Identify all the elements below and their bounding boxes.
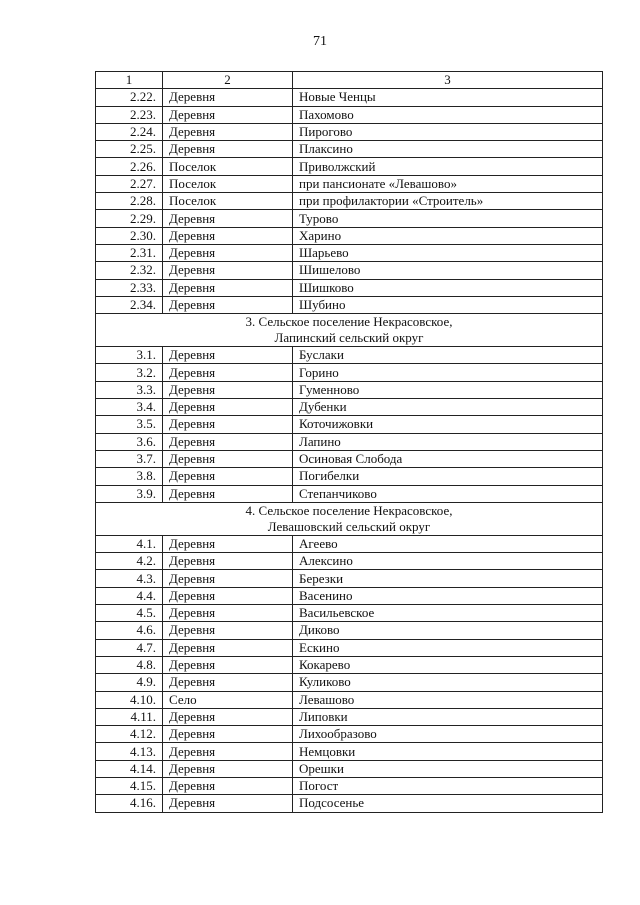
settlement-name: Буслаки: [293, 347, 603, 364]
table-row: [96, 158, 603, 175]
table-row: [96, 674, 603, 691]
row-number: 4.12.: [96, 726, 163, 743]
page-number: 71: [313, 34, 327, 49]
settlement-type: Деревня: [163, 381, 293, 398]
table-row: [96, 639, 603, 656]
row-number: 2.34.: [96, 296, 163, 313]
row-number: 3.7.: [96, 450, 163, 467]
table-row: [96, 485, 603, 502]
table-row: [96, 279, 603, 296]
table-row: [96, 106, 603, 123]
settlement-type: Деревня: [163, 141, 293, 158]
section-title: [96, 502, 603, 535]
settlement-name: Турово: [293, 210, 603, 227]
table-row: [96, 777, 603, 794]
settlement-name: Немцовки: [293, 743, 603, 760]
settlement-type: Деревня: [163, 553, 293, 570]
table-row: [96, 433, 603, 450]
table-row: [96, 553, 603, 570]
section-title-line: 3. Сельское поселение Некрасовское,: [245, 314, 453, 330]
settlement-name: Приволжский: [293, 158, 603, 175]
settlement-name: Васенино: [293, 587, 603, 604]
row-number: 3.5.: [96, 416, 163, 433]
row-number: 2.24.: [96, 123, 163, 140]
table-row: [96, 296, 603, 313]
row-number: 2.25.: [96, 141, 163, 158]
table-row: [96, 364, 603, 381]
row-number: 2.22.: [96, 89, 163, 106]
section-title: [96, 314, 603, 347]
table-row: [96, 760, 603, 777]
settlement-name: Осиновая Слобода: [293, 450, 603, 467]
settlement-type: Деревня: [163, 795, 293, 812]
settlement-type: Деревня: [163, 399, 293, 416]
settlement-name: Гуменново: [293, 381, 603, 398]
settlement-name: Орешки: [293, 760, 603, 777]
row-number: 4.2.: [96, 553, 163, 570]
table-row: [96, 708, 603, 725]
settlement-type: Деревня: [163, 622, 293, 639]
column-header-name: 3: [293, 72, 603, 89]
settlement-name: Степанчиково: [293, 485, 603, 502]
settlement-type: Деревня: [163, 279, 293, 296]
table-row: [96, 605, 603, 622]
row-number: 4.15.: [96, 777, 163, 794]
table-row: [96, 656, 603, 673]
row-number: 3.9.: [96, 485, 163, 502]
row-number: 2.27.: [96, 175, 163, 192]
settlement-name: при профилактории «Строитель»: [293, 193, 603, 210]
settlement-name: Алексино: [293, 553, 603, 570]
table-row: [96, 416, 603, 433]
settlement-type: Деревня: [163, 760, 293, 777]
settlement-type: Деревня: [163, 656, 293, 673]
settlement-type: Деревня: [163, 262, 293, 279]
settlement-type: Деревня: [163, 639, 293, 656]
settlement-type: Деревня: [163, 227, 293, 244]
settlement-name: Куликово: [293, 674, 603, 691]
settlement-name: Диково: [293, 622, 603, 639]
settlement-name: Лапино: [293, 433, 603, 450]
settlement-name: Васильевское: [293, 605, 603, 622]
table-row: [96, 141, 603, 158]
column-header-number: 1: [96, 72, 163, 89]
settlement-type: Деревня: [163, 364, 293, 381]
row-number: 2.33.: [96, 279, 163, 296]
settlement-name: Харино: [293, 227, 603, 244]
settlement-type: Поселок: [163, 158, 293, 175]
row-number: 4.3.: [96, 570, 163, 587]
table-row: [96, 570, 603, 587]
table-row: [96, 210, 603, 227]
settlement-type: Деревня: [163, 777, 293, 794]
settlement-name: Березки: [293, 570, 603, 587]
settlement-name: Дубенки: [293, 399, 603, 416]
settlement-name: Горино: [293, 364, 603, 381]
table-row: [96, 399, 603, 416]
table-row: [96, 89, 603, 106]
settlement-name: Погост: [293, 777, 603, 794]
settlement-type: Деревня: [163, 570, 293, 587]
settlement-type: Деревня: [163, 535, 293, 552]
table-row: [96, 381, 603, 398]
row-number: 4.14.: [96, 760, 163, 777]
row-number: 2.32.: [96, 262, 163, 279]
settlement-name: Плаксино: [293, 141, 603, 158]
settlement-type: Деревня: [163, 347, 293, 364]
row-number: 4.16.: [96, 795, 163, 812]
settlement-type: Деревня: [163, 123, 293, 140]
table-row: [96, 587, 603, 604]
row-number: 4.8.: [96, 656, 163, 673]
row-number: 3.3.: [96, 381, 163, 398]
settlement-type: Деревня: [163, 296, 293, 313]
table-row: [96, 193, 603, 210]
row-number: 3.1.: [96, 347, 163, 364]
settlement-type: Деревня: [163, 708, 293, 725]
row-number: 4.1.: [96, 535, 163, 552]
settlement-name: Левашово: [293, 691, 603, 708]
row-number: 2.23.: [96, 106, 163, 123]
settlement-type: Деревня: [163, 433, 293, 450]
row-number: 2.30.: [96, 227, 163, 244]
table-row: [96, 244, 603, 261]
settlement-type: Деревня: [163, 450, 293, 467]
settlement-type: Деревня: [163, 106, 293, 123]
table-row: [96, 743, 603, 760]
row-number: 4.7.: [96, 639, 163, 656]
column-header-type: 2: [163, 72, 293, 89]
settlement-type: Деревня: [163, 244, 293, 261]
row-number: 4.5.: [96, 605, 163, 622]
table-row: [96, 347, 603, 364]
section-title-line: 4. Сельское поселение Некрасовское,: [245, 502, 453, 518]
row-number: 4.6.: [96, 622, 163, 639]
settlement-name: Шишково: [293, 279, 603, 296]
settlement-name: Новые Ченцы: [293, 89, 603, 106]
table-row: [96, 468, 603, 485]
row-number: 3.4.: [96, 399, 163, 416]
row-number: 4.11.: [96, 708, 163, 725]
table-row: [96, 726, 603, 743]
row-number: 2.26.: [96, 158, 163, 175]
settlement-type: Село: [163, 691, 293, 708]
row-number: 4.13.: [96, 743, 163, 760]
settlement-name: Агеево: [293, 535, 603, 552]
settlements-table-body: [96, 72, 603, 813]
row-number: 3.6.: [96, 433, 163, 450]
settlement-type: Деревня: [163, 210, 293, 227]
settlement-name: Липовки: [293, 708, 603, 725]
row-number: 4.9.: [96, 674, 163, 691]
settlement-name: Ескино: [293, 639, 603, 656]
settlement-type: Деревня: [163, 674, 293, 691]
section-title-line: Левашовский сельский округ: [267, 518, 431, 534]
row-number: 4.4.: [96, 587, 163, 604]
table-row: [96, 262, 603, 279]
table-row: [96, 123, 603, 140]
section-title-line: Лапинский сельский округ: [274, 330, 424, 346]
row-number: 2.31.: [96, 244, 163, 261]
settlement-type: Деревня: [163, 587, 293, 604]
settlement-name: Погибелки: [293, 468, 603, 485]
settlement-name: Кокарево: [293, 656, 603, 673]
settlements-table: [95, 71, 603, 813]
row-number: 2.29.: [96, 210, 163, 227]
table-row: [96, 450, 603, 467]
row-number: 2.28.: [96, 193, 163, 210]
settlement-name: Пахомово: [293, 106, 603, 123]
section-header-row: [96, 314, 603, 347]
settlement-name: Шишелово: [293, 262, 603, 279]
settlement-type: Поселок: [163, 193, 293, 210]
settlement-name: Пирогово: [293, 123, 603, 140]
settlement-name: Подсосенье: [293, 795, 603, 812]
table-row: [96, 691, 603, 708]
settlement-name: Лихообразово: [293, 726, 603, 743]
settlement-type: Деревня: [163, 726, 293, 743]
settlement-name: Шубино: [293, 296, 603, 313]
row-number: 3.8.: [96, 468, 163, 485]
settlement-type: Поселок: [163, 175, 293, 192]
table-row: [96, 175, 603, 192]
section-header-row: [96, 502, 603, 535]
table-row: [96, 227, 603, 244]
settlement-name: Шарьево: [293, 244, 603, 261]
settlement-type: Деревня: [163, 89, 293, 106]
settlement-type: Деревня: [163, 743, 293, 760]
table-header-row: [96, 72, 603, 89]
table-row: [96, 622, 603, 639]
settlement-type: Деревня: [163, 485, 293, 502]
settlement-name: при пансионате «Левашово»: [293, 175, 603, 192]
table-row: [96, 535, 603, 552]
table-row: [96, 795, 603, 812]
row-number: 3.2.: [96, 364, 163, 381]
settlement-name: Коточижовки: [293, 416, 603, 433]
settlement-type: Деревня: [163, 605, 293, 622]
settlement-type: Деревня: [163, 468, 293, 485]
settlement-type: Деревня: [163, 416, 293, 433]
row-number: 4.10.: [96, 691, 163, 708]
